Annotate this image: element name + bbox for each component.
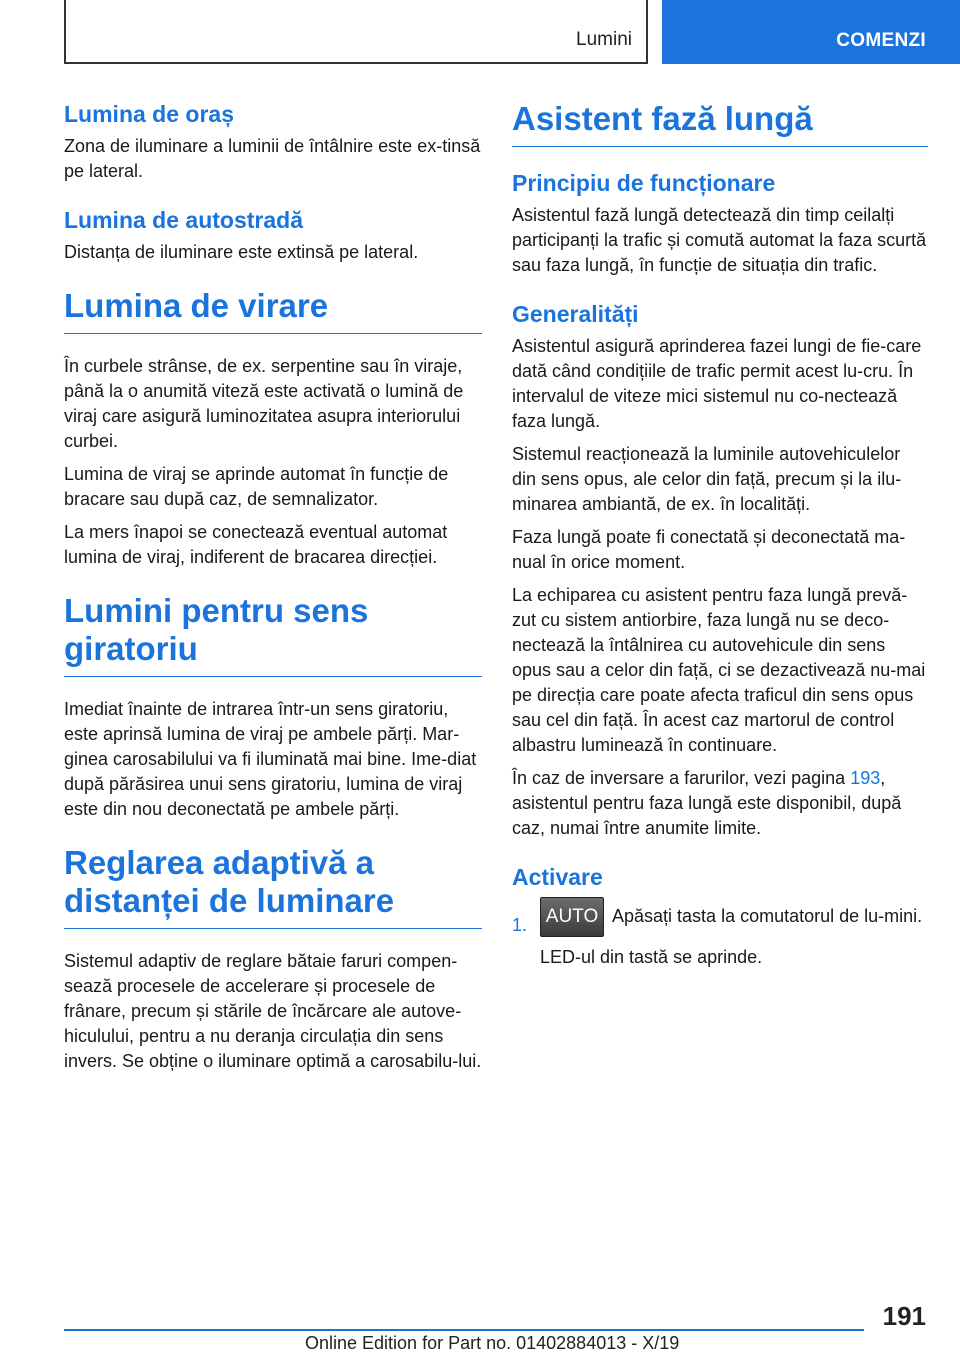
text: Apăsați tasta la comutatorul de lu-mini.: [612, 905, 923, 926]
paragraph: Faza lungă poate fi conectată și deconectată ma-nual în orice moment.: [512, 527, 906, 572]
step-number: 1.: [512, 915, 528, 935]
heading-generalitati: Generalități: [512, 301, 639, 327]
footer-divider: [64, 1329, 864, 1331]
heading-reglare-adaptiva: Reglarea adaptivă a distanței de luminare: [64, 844, 482, 929]
heading-principiu: Principiu de funcționare: [512, 170, 776, 196]
step-1: [512, 897, 928, 970]
paragraph: Distanța de iluminare este extinsă pe lateral.: [64, 242, 419, 262]
section-asistent-faza-lunga: [512, 100, 928, 147]
paragraph: La echiparea cu asistent pentru faza lungă prevă-zut cu sistem antiorbire, faza lungă nu se deco-nectează la întâlnirea cu autovehicule din sens opus sau a celor din față, ci se dezactivează nu-mai pe direcția care poate afecta traficul din sens opus sau cel din față. În acest caz martorul de control albastru luminează în continuare.: [512, 585, 926, 755]
header-section-tab[interactable]: [662, 0, 960, 64]
right-column: [512, 100, 928, 992]
section-principiu: [512, 169, 928, 278]
paragraph: În curbele strânse, de ex. serpentine sau în viraje, până la o anumită viteză este activată o lumină de viraj care asigură luminozitatea asupra interiorului curbei.: [64, 356, 464, 451]
paragraph: Sistemul reacționează la luminile autovehiculelor din sens opus, ale celor din față, precum și la ilu-minarea ambiantă, de ex. în localități.: [512, 444, 902, 514]
paragraph: Asistentul fază lungă detectează din timp ceilalți participanți la trafic și comută automat la faza scurtă sau faza lungă, în funcție de situația din trafic.: [512, 205, 927, 275]
auto-button-icon: AUTO: [540, 897, 604, 937]
page-reference-link[interactable]: 193: [850, 768, 881, 788]
heading-lumina-oras: Lumina de oraș: [64, 101, 234, 127]
paragraph: Zona de iluminare a luminii de întâlnire este ex-tinsă pe lateral.: [64, 136, 481, 181]
page-number: 191: [882, 1301, 926, 1331]
section-lumina-autostrada: [64, 206, 482, 265]
paragraph: Sistemul adaptiv de reglare bătaie faruri compen-sează procesele de accelerare și procesele de frânare, precum și stările de încărcare ale autove-hiculului, pentru a nu deranja circulația din sens invers. Se obține o iluminare optimă a carosabilu-lui.: [64, 951, 482, 1071]
heading-asistent-faza-lunga: Asistent fază lungă: [512, 100, 928, 147]
header-chapter-box: [64, 0, 648, 64]
header-section-label: COMENZI: [836, 30, 926, 51]
paragraph-with-link: [512, 766, 928, 841]
heading-activare: Activare: [512, 864, 603, 890]
heading-lumina-autostrada: Lumina de autostradă: [64, 207, 303, 233]
text: În caz de inversare a farurilor, vezi pagina: [512, 768, 851, 788]
paragraph: Lumina de viraj se aprinde automat în funcție de bracare sau după caz, de semnalizator.: [64, 464, 449, 509]
paragraph: Asistentul asigură aprinderea fazei lungi de fie-care dată când condițiile de trafic permit acest lu-cru. În intervalul de viteze mici sistemul nu co-nectează faza lungă.: [512, 336, 922, 431]
text: , asistentul pentru faza lungă este disponibil, după caz, numai între anumite limite.: [512, 768, 902, 838]
section-activare: [512, 863, 928, 970]
paragraph: Imediat înainte de intrarea într-un sens giratoriu, este aprinsă lumina de viraj pe ambele părți. Mar-ginea carosabilului va fi iluminată mai bine. Ime-diat după părăsirea unui sens giratoriu, lumina de viraj este din nou deconectată pe ambele părți.: [64, 699, 477, 819]
heading-lumina-virare: Lumina de virare: [64, 287, 482, 334]
step-text: [540, 897, 928, 937]
left-column: [64, 100, 482, 1096]
section-reglare-adaptiva: [64, 844, 482, 1074]
section-lumina-oras: [64, 100, 482, 184]
heading-sens-giratoriu: Lumini pentru sens giratoriu: [64, 592, 482, 677]
section-generalitati: [512, 300, 928, 841]
header-chapter-label: Lumini: [576, 29, 632, 50]
section-lumina-virare: [64, 287, 482, 570]
paragraph: La mers înapoi se conectează eventual automat lumina de viraj, indiferent de bracarea direcției.: [64, 522, 448, 567]
edition-text: Online Edition for Part no. 01402884013 - X/19: [305, 1333, 680, 1353]
step-note: LED-ul din tastă se aprinde.: [540, 947, 763, 967]
section-sens-giratoriu: [64, 592, 482, 822]
